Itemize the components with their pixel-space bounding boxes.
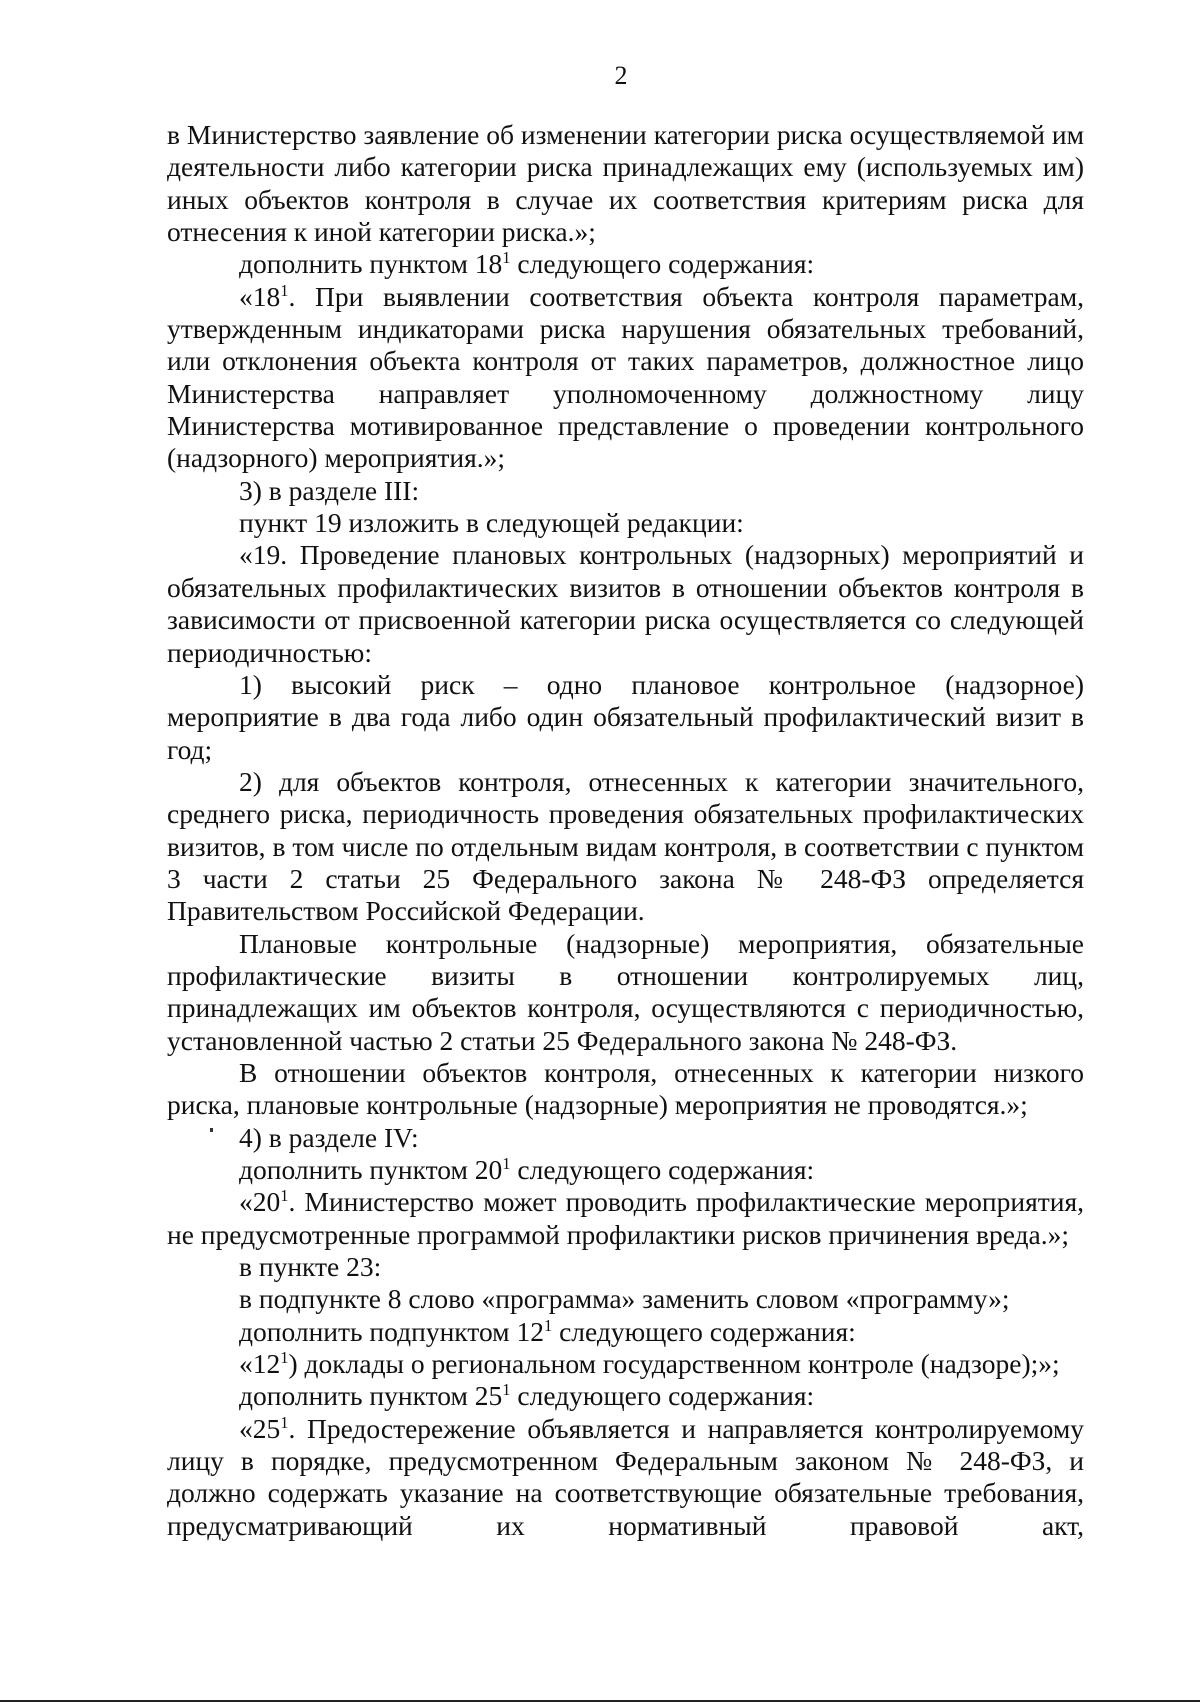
page-number: 2 (614, 61, 628, 90)
paragraph: 3) в разделе III: (239, 474, 420, 506)
paragraph: в подпункте 8 слово «программа» заменить словом «программу»; (239, 1283, 1010, 1315)
paragraph: дополнить пунктом $18^1$ следующего содержания: (239, 248, 815, 280)
paragraph: дополнить подпунктом $12^1$ следующего содержания: (239, 1315, 856, 1347)
paragraph: дополнить пунктом $25^1$ следующего содержания: (239, 1380, 815, 1412)
scan-speck (210, 1128, 213, 1132)
paragraph: «$18^1$. При выявлении соответствия объекта контроля параметрам, утвержденным индикаторами риска нарушения обязательных требований, или отклонения объекта контроля от таких параметров, должностное лицо Министерства направляет уполномоченному должностному лицу Министерства мотивированное представление о проведении контрольного (надзорного) мероприятия.»; (167, 280, 1084, 474)
paragraph: «$12^1$) доклады о региональном государственном контроле (надзоре);»; (239, 1347, 1060, 1380)
paragraph: 4) в разделе IV: (239, 1121, 419, 1153)
paragraph: 2) для объектов контроля, отнесенных к категории значительного, среднего риска, периодичность проведения обязательных профилактических визитов, в том числе по отдельным видам контроля, в соответствии с пунктом 3 части 2 статьи 25 Федерального закона № 248-ФЗ определяется Правительством Российской Федерации. (167, 765, 1084, 927)
paragraph: пункт 19 изложить в следующей редакции: (239, 507, 744, 539)
paragraph: «19. Проведение плановых контрольных (надзорных) мероприятий и обязательных профилактических визитов в отношении объектов контроля в зависимости от присвоенной категории риска осуществляется со следующей периодичностью: (167, 539, 1084, 668)
paragraph: 1) высокий риск – одно плановое контрольное (надзорное) мероприятие в два года либо один обязательный профилактический визит в год; (167, 668, 1084, 765)
paragraph: в Министерство заявление об изменении категории риска осуществляемой им деятельности либо категории риска принадлежащих ему (используемых им) иных объектов контроля в случае их соответствия критериям риска для отнесения к иной категории риска.»; (167, 119, 1084, 248)
paragraph: Плановые контрольные (надзорные) мероприятия, обязательные профилактические визиты в отношении контролируемых лиц, принадлежащих им объектов контроля, осуществляются с периодичностью, установленной частью 2 статьи 25 Федерального закона № 248-ФЗ. (167, 927, 1084, 1056)
paragraph: в пункте 23: (239, 1251, 382, 1283)
paragraph: дополнить пунктом $20^1$ следующего содержания: (239, 1153, 815, 1185)
paragraph: В отношении объектов контроля, отнесенных к категории низкого риска, плановые контрольные (надзорные) мероприятия не проводятся.»; (167, 1056, 1084, 1121)
paragraph: «$25^1$. Предостережение объявляется и направляется контролируемому лицу в порядке, предусмотренном Федеральным законом № 248-ФЗ, и должно содержать указание на соответствующие обязательные требования, предусматривающий их нормативный правовой акт, (167, 1412, 1084, 1541)
paragraph: «$20^1$. Министерство может проводить профилактические мероприятия, не предусмотренные программой профилактики рисков причинения вреда.»; (167, 1186, 1084, 1250)
document-body (167, 119, 1084, 1542)
